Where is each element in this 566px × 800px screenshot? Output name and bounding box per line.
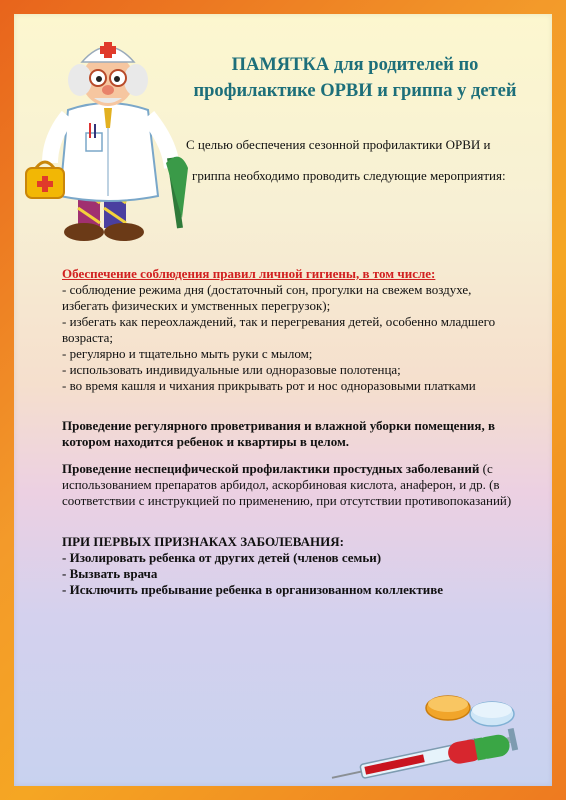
list-item: - избегать как переохлаждений, так и перегревания детей, особенно младшего [62,314,496,329]
page-title [170,52,540,104]
list-item: избегать физических и умственных перегрузок); [62,298,331,313]
doctor-cartoon-icon [20,28,195,253]
ventilation-line-2: котором находится ребенок и квартиры в целом. [62,434,350,449]
list-item: - во время кашля и чихания прикрывать рот и нос одноразовыми платками [62,378,476,393]
hygiene-section [62,266,532,394]
hygiene-heading: Обеспечение соблюдения правил личной гигиены, в том числе: [62,266,436,281]
first-signs-section [62,534,532,598]
ventilation-section [62,418,532,450]
title-line-2: профилактике ОРВИ и гриппа у детей [193,81,517,101]
intro-line-1: С целью обеспечения сезонной профилактики ОРВИ и [186,137,491,152]
list-item: - Вызвать врача [62,566,158,581]
intro-line-2: гриппа необходимо проводить следующие мероприятия: [192,168,506,183]
prophylaxis-text: (с [479,461,493,476]
prophylaxis-section [62,461,532,509]
first-signs-heading: ПРИ ПЕРВЫХ ПРИЗНАКАХ ЗАБОЛЕВАНИЯ: [62,534,344,549]
list-item: - использовать индивидуальные или одноразовые полотенца; [62,362,401,377]
ventilation-line-1: Проведение регулярного проветривания и влажной уборки помещения, в [62,418,495,433]
list-item: возраста; [62,330,113,345]
prophylaxis-line-2: использованием препаратов арбидол, аскорбиновая кислота, анаферон, и др. (в [62,477,500,492]
list-item: - Исключить пребывание ребенка в организованном коллективе [62,582,444,597]
pills-and-syringe-icon [330,688,530,788]
list-item: - Изолировать ребенка от других детей (членов семьи) [62,550,382,565]
list-item: - соблюдение режима дня (достаточный сон, прогулки на свежем воздухе, [62,282,472,297]
list-item: - регулярно и тщательно мыть руки с мылом; [62,346,313,361]
title-line-1: ПАМЯТКА для родителей по [231,55,479,75]
prophylaxis-line-3: соответствии с инструкцией по применению, при отсутствии противопоказаний) [62,493,512,508]
prophylaxis-heading: Проведение неспецифической профилактики простудных заболеваний [62,461,480,476]
